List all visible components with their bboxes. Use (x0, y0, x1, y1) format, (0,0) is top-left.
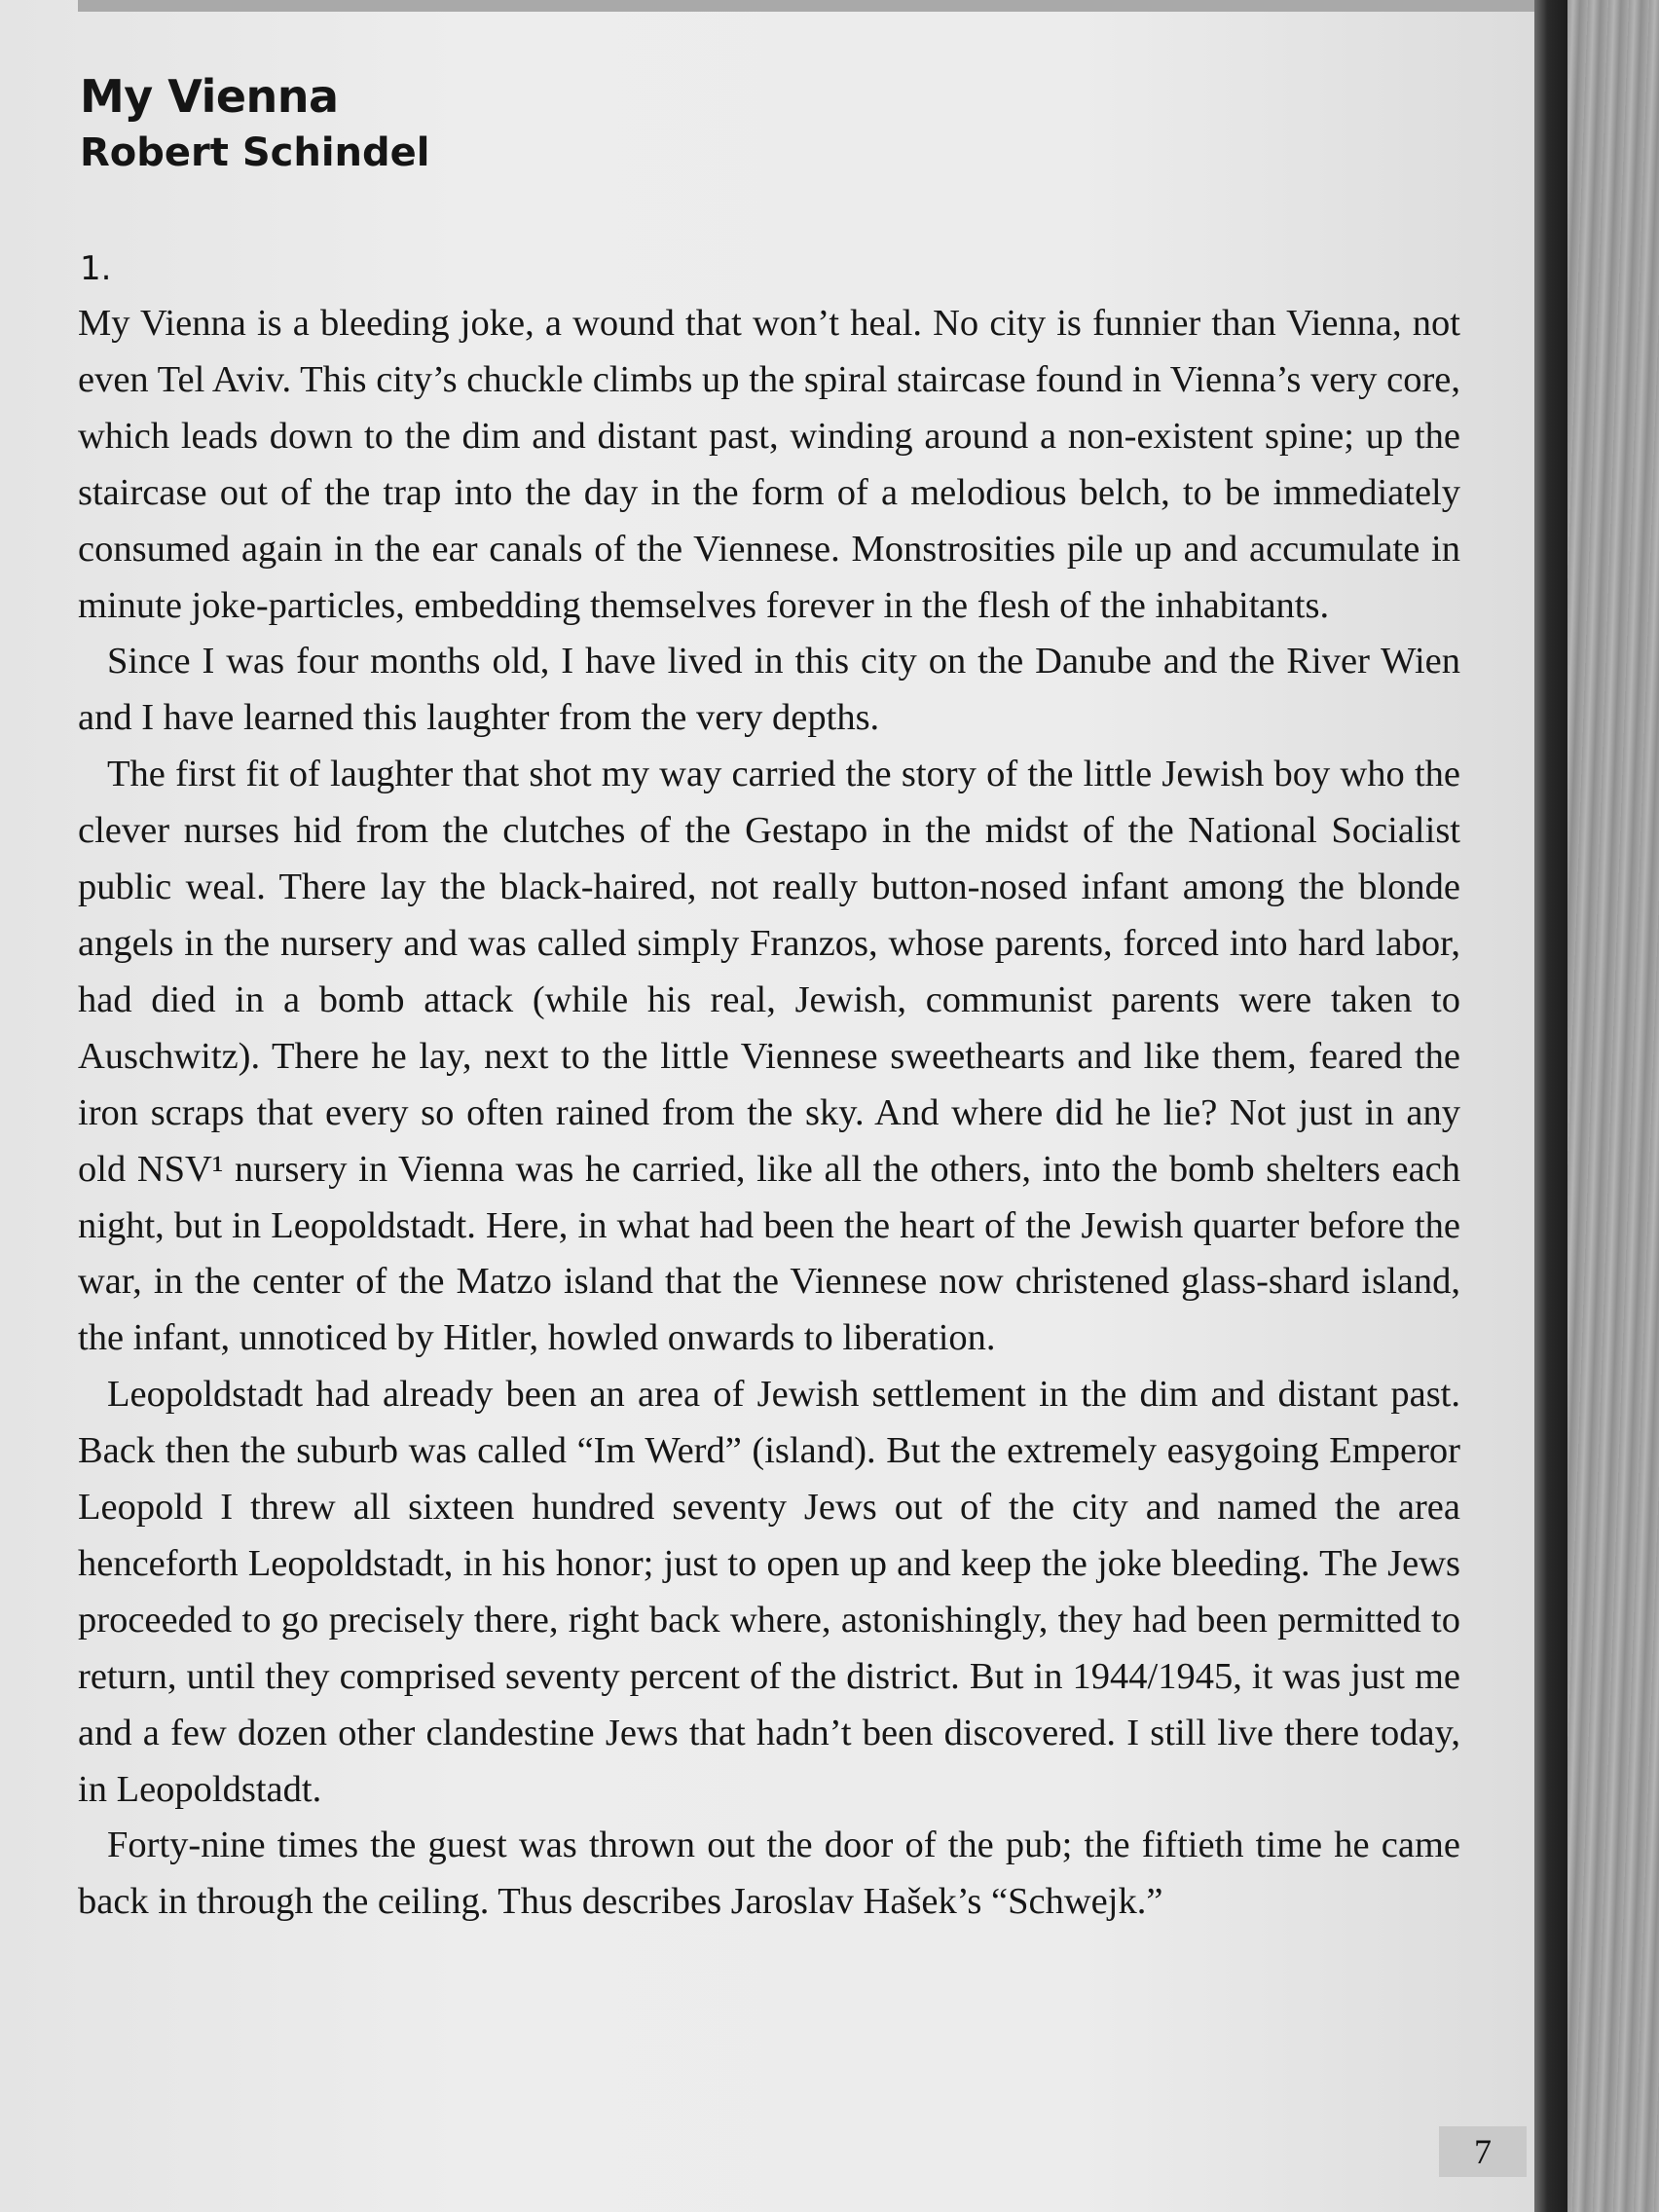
paragraph: The first fit of laughter that shot my way carried the story of the little Jewish boy who the clever nurses hid from the clutches of the Gestapo in the midst of the National Socialist public weal. There lay the black-haired, not really button-nosed infant among the blonde angels in the nursery and was called simply Franzos, whose parents, forced into hard labor, had died in a bomb attack (while his real, Jewish, communist parents were taken to Auschwitz). There he lay, next to the little Viennese sweethearts and like them, feared the iron scraps that every so often rained from the sky. And where did he lie? Not just in any old NSV¹ nursery in Vienna was he carried, like all the others, into the bomb shelters each night, but in Leopoldstadt. Here, in what had been the heart of the Jewish quarter before the war, in the center of the Matzo island that the Viennese now christened glass-shard island, the infant, unnoticed by Hitler, howled onwards to liberation. (78, 754, 1460, 1359)
page-top-shadow (78, 0, 1534, 12)
body-text (78, 296, 1460, 1931)
page-title: My Vienna (80, 70, 339, 123)
page-number: 7 (1439, 2126, 1527, 2177)
background-surface (1567, 0, 1659, 2212)
paragraph: Since I was four months old, I have lived in this city on the Danube and the River Wien and I have learned this laughter from the very depths. (78, 641, 1460, 739)
author-name: Robert Schindel (80, 130, 430, 175)
paragraph: Forty-nine times the guest was thrown out the door of the pub; the fiftieth time he came back in through the ceiling. Thus describes Jaroslav Hašek’s “Schwejk.” (78, 1825, 1460, 1923)
section-number: 1. (80, 249, 112, 288)
paragraph: My Vienna is a bleeding joke, a wound that won’t heal. No city is funnier than Vienna, not even Tel Aviv. This city’s chuckle climbs up the spiral staircase found in Vienna’s very core, which leads down to the dim and distant past, winding around a non-existent spine; up the staircase out of the trap into the day in the form of a melodious belch, to be immediately consumed again in the ear canals of the Viennese. Monstrosities pile up and accumulate in minute joke-particles, embedding themselves forever in the flesh of the inhabitants. (78, 303, 1460, 626)
book-spine-edge (1534, 0, 1567, 2212)
paragraph: Leopoldstadt had already been an area of Jewish settlement in the dim and distant past. Back then the suburb was called “Im Werd” (island). But the extremely easygoing Emperor Leopold I threw all sixteen hundred seventy Jews out of the city and named the area henceforth Leopoldstadt, in his honor; just to open up and keep the joke bleeding. The Jews proceeded to go precisely there, right back where, astonishingly, they had been permitted to return, until they comprised seventy percent of the district. But in 1944/1945, it was just me and a few dozen other clandestine Jews that hadn’t been discovered. I still live there today, in Leopoldstadt. (78, 1374, 1460, 1810)
